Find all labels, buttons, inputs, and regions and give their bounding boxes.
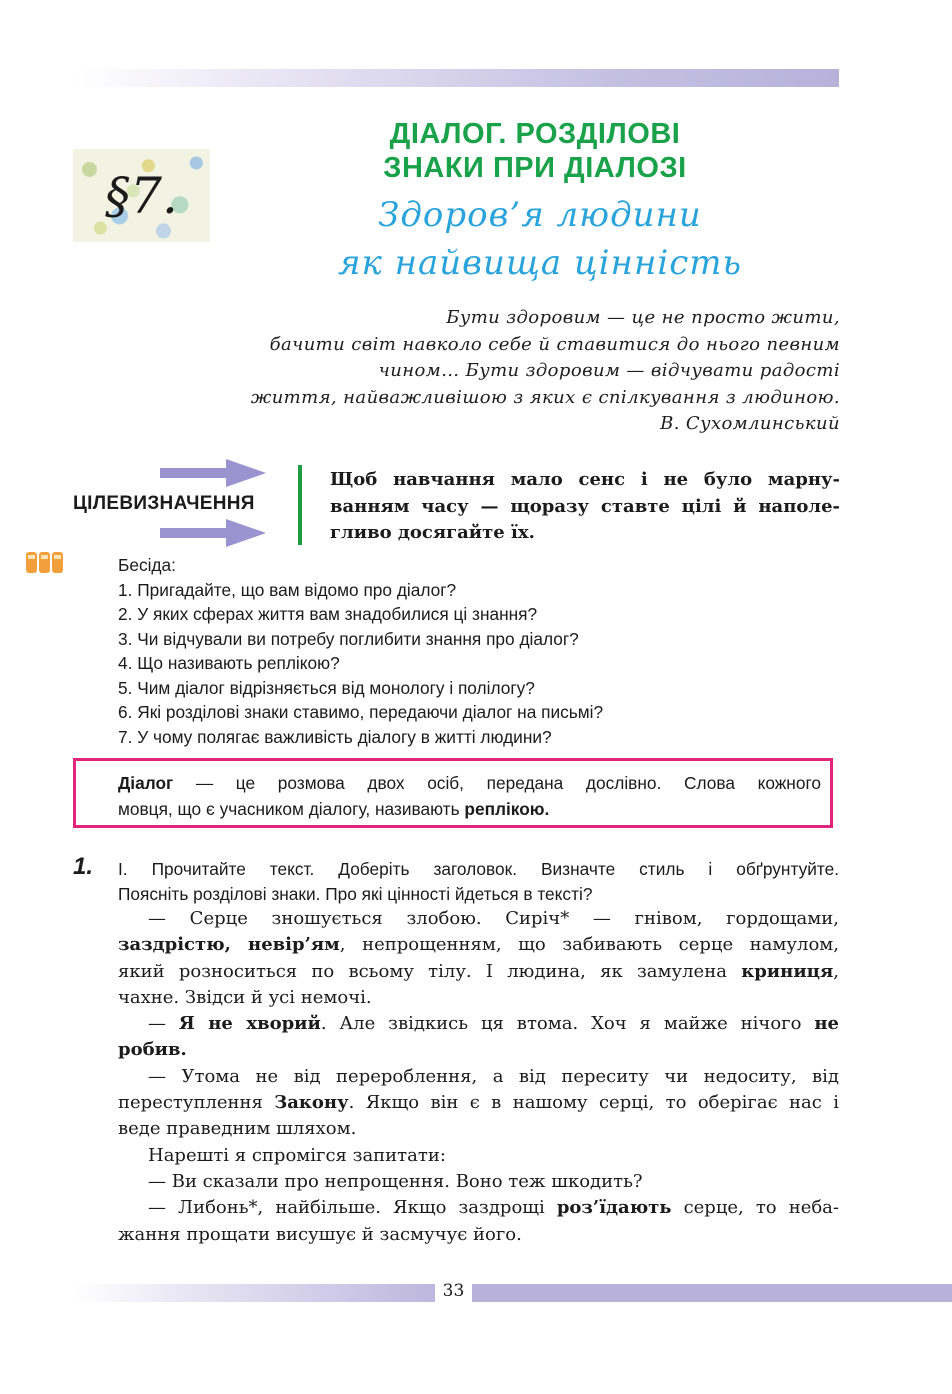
top-arrow-icon: [160, 459, 270, 487]
discussion: [118, 553, 603, 749]
epigraph: [180, 305, 840, 438]
discussion-question: 5. Чим діалог відрізняється від монологу і полілогу?: [118, 677, 535, 698]
discussion-question: 7. У чому полягає важливість діалогу в житті людини?: [118, 726, 552, 747]
epigraph-line: чином… Бути здоровим — відчувати радості: [378, 360, 840, 381]
page-title-line-1: ДІАЛОГ. РОЗДІЛОВІ: [389, 118, 681, 150]
epigraph-line: бачити світ навколо себе й ставитися до нього певним: [269, 333, 840, 355]
text-span: ,: [833, 960, 839, 982]
definition-line2-start: мовця, що є учасником діалогу, називають: [118, 799, 465, 819]
text-span: серце, то неба-: [671, 1197, 839, 1219]
goal-divider: [298, 465, 302, 545]
conversation-icon: [25, 550, 65, 576]
definition-text: [118, 770, 821, 822]
paragraph-number: §7.: [105, 166, 178, 225]
bold-word: криниця: [741, 960, 834, 982]
definition-line: [118, 770, 821, 796]
bold-word: не: [814, 1013, 839, 1035]
exercise-text-line: [118, 1090, 839, 1116]
bottom-decorative-bar-right: [472, 1284, 952, 1302]
paragraph-badge: [73, 149, 210, 242]
exercise-text-line: [118, 932, 839, 958]
text-span: , непрощенням, що забивають серце намулом,: [339, 934, 839, 956]
exercise-text-line: [118, 1195, 839, 1221]
discussion-question: 4. Що називають реплікою?: [118, 653, 340, 673]
exercise-task-line: Поясніть розділові знаки. Про які цінності йдеться в тексті?: [118, 884, 593, 904]
exercise-text-line: веде праведним шляхом.: [118, 1118, 357, 1140]
text-span: який розноситься по всьому тілу. І людина, як замулена: [118, 960, 742, 982]
top-decorative-bar: [73, 69, 839, 87]
exercise-task-line: І. Прочитайте текст. Доберіть заголовок. Визначте стиль і обґрунтуйте.: [118, 859, 839, 879]
text-span: —: [148, 1013, 179, 1035]
definition-line: [118, 796, 821, 822]
page-title-line-2: ЗНАКИ ПРИ ДІАЛОЗІ: [383, 152, 687, 184]
exercise-text-line: — Серце зношується злобою. Сиріч* — гнівом, гордощами,: [148, 908, 839, 929]
exercise-text-line: [118, 959, 839, 985]
definition-term: Діалог: [118, 773, 174, 793]
text-span: — Либонь*, найбільше. Якщо заздрощі: [148, 1197, 557, 1219]
exercise-task: [118, 857, 839, 907]
discussion-question: 2. У яких сферах життя вам знадобилися ці знання?: [118, 604, 538, 624]
exercise-number: 1.: [73, 853, 94, 880]
page-number: 33: [442, 1281, 465, 1301]
exercise-text-line: [118, 1037, 839, 1063]
exercise-text-line: — Ви сказали про непрощення. Воно теж шкодить?: [148, 1170, 643, 1192]
goal-text-line: Щоб навчання мало сенс і не було марну-: [330, 469, 840, 490]
epigraph-author: В. Сухомлинський: [660, 413, 840, 434]
bottom-arrow-icon: [160, 519, 270, 547]
text-span: переступлення: [118, 1092, 275, 1114]
bold-word: заздрістю, невір’ям: [118, 934, 340, 956]
bold-word: Я не хворий: [178, 1013, 321, 1035]
discussion-question: 3. Чи відчували ви потребу поглибити знання про діалог?: [118, 628, 579, 649]
page-subtitle-line-2: як найвища цінність: [337, 243, 743, 283]
bold-word: Закону: [274, 1092, 349, 1114]
text-span: . Якщо він є в нашому серці, то оберігає нас і: [348, 1092, 839, 1114]
exercise-text-line: жання прощати висушує й засмучує його.: [118, 1223, 522, 1245]
exercise-text-line: [118, 1011, 839, 1037]
exercise-text-line: Нарешті я спромігся запитати:: [148, 1144, 446, 1166]
epigraph-line: Бути здоровим — це не просто жити,: [446, 307, 840, 328]
goal-text: [330, 467, 840, 547]
text-span: . Але звідкись ця втома. Хоч я майже нічого: [320, 1013, 815, 1035]
bold-word: роз’їдають: [556, 1197, 672, 1219]
bold-word: робив.: [118, 1039, 187, 1061]
goal-label: ЦІЛЕВИЗНАЧЕННЯ: [73, 493, 255, 514]
page-subtitle-line-1: Здоров’я людини: [378, 195, 702, 235]
discussion-heading: Бесіда:: [118, 555, 176, 575]
exercise-text-line: чахне. Звідси й усі немочі.: [118, 986, 372, 1008]
discussion-question: 1. Пригадайте, що вам відомо про діалог?: [118, 579, 457, 600]
epigraph-line: життя, найважливішою з яких є спілкування з людиною.: [250, 386, 840, 408]
exercise-text: [118, 906, 839, 1248]
bottom-decorative-bar-left: [73, 1284, 435, 1302]
definition-term-replica: реплікою.: [464, 799, 550, 819]
goal-text-line: гливо досягайте їх.: [330, 522, 535, 543]
discussion-question: 6. Які розділові знаки ставимо, передаючи діалог на письмі?: [118, 702, 604, 722]
goal-text-line: ванням часу — щоразу ставте цілі й наполе-: [330, 495, 840, 517]
definition-line1-rest: — це розмова двох осіб, передана дослівно. Слова кожного: [173, 773, 821, 793]
exercise-text-line: — Утома не від перероблення, а від переситу чи недоситу, від: [148, 1065, 839, 1087]
